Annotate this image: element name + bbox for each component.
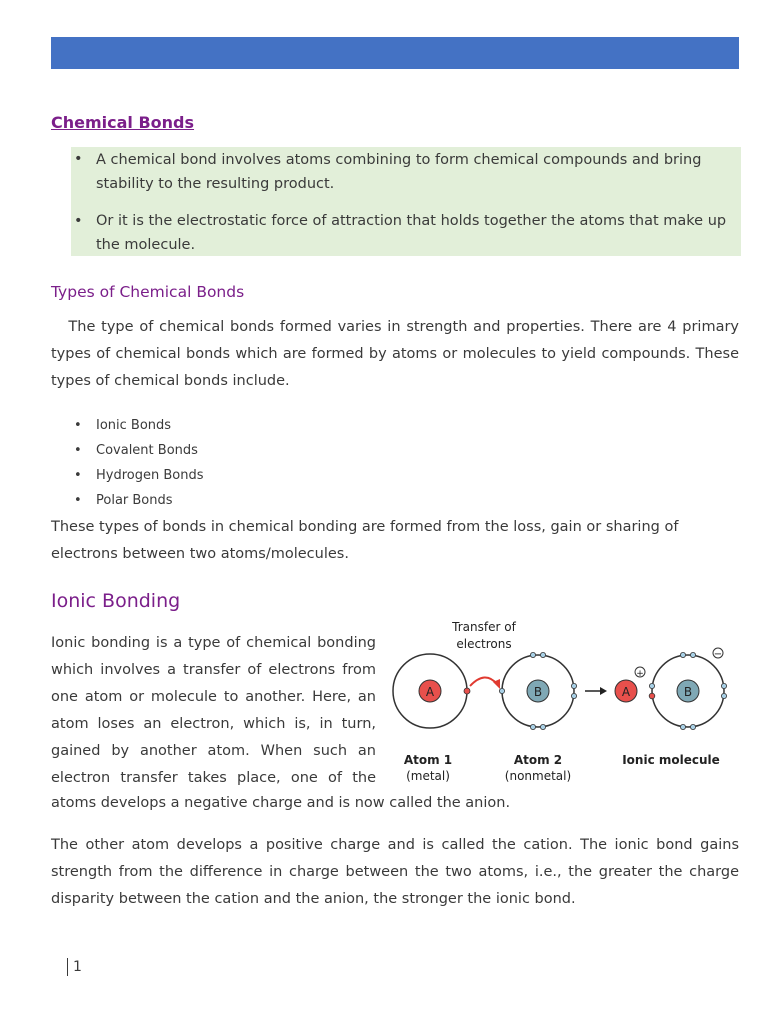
atom2-sub: (nonmetal) bbox=[504, 769, 572, 783]
list-item: • Covalent Bonds bbox=[51, 438, 204, 463]
ionic-text: Ionic bonding is a type of chemical bonding which involves a transfer of electrons from one atom or molecule to another. Here, an atom loses an electron, which is, in turn, gained by another atom. When such an electron transfer takes place, one of the bbox=[51, 635, 376, 786]
ionic-text-continued: atoms develops a negative charge and is now called the anion. bbox=[51, 795, 511, 811]
ionic-bond-diagram bbox=[385, 612, 739, 790]
atom2-label: Atom 2 bbox=[513, 753, 563, 767]
electron bbox=[690, 652, 695, 657]
electron bbox=[571, 683, 576, 688]
electron bbox=[690, 724, 695, 729]
definition-item: • Or it is the electrostatic force of attraction that holds together the atoms that make up the molecule. bbox=[51, 209, 737, 257]
types-intro bbox=[51, 314, 739, 395]
list-item: • Polar Bonds bbox=[51, 488, 204, 513]
transfer-arrow bbox=[470, 677, 497, 686]
types-outro: These types of bonds in chemical bonding are formed from the loss, gain or sharing of electrons between two atoms/molecules. bbox=[51, 519, 679, 562]
header-bar bbox=[51, 37, 739, 69]
electron bbox=[571, 693, 576, 698]
atom1-label: Atom 1 bbox=[403, 753, 453, 767]
transfer-electron bbox=[464, 688, 470, 694]
atom-b-label: B bbox=[533, 685, 543, 699]
electron bbox=[540, 652, 545, 657]
page-number: 1 bbox=[67, 958, 82, 976]
atom-a-label: A bbox=[425, 685, 435, 699]
atom1-sub: (metal) bbox=[406, 769, 450, 783]
types-list bbox=[51, 413, 204, 513]
transfer-label-line1: Transfer of bbox=[452, 620, 516, 634]
cation-label: A bbox=[621, 685, 631, 699]
electron bbox=[530, 652, 535, 657]
anion-label: B bbox=[683, 685, 693, 699]
electron bbox=[721, 693, 726, 698]
electron bbox=[721, 683, 726, 688]
transfer-label-line2: electrons bbox=[456, 637, 512, 651]
plus-sign: + bbox=[636, 669, 644, 679]
list-item: • Hydrogen Bonds bbox=[51, 463, 204, 488]
reaction-arrow-head bbox=[600, 687, 607, 695]
definition-item: • A chemical bond involves atoms combining to form chemical compounds and bring stability to the resulting product. bbox=[51, 147, 737, 196]
definition-list bbox=[51, 147, 737, 257]
electron bbox=[530, 724, 535, 729]
ionic-heading: Ionic Bonding bbox=[51, 590, 181, 612]
types-heading: Types of Chemical Bonds bbox=[51, 283, 245, 301]
electron bbox=[680, 724, 685, 729]
electron bbox=[680, 652, 685, 657]
electron bbox=[540, 724, 545, 729]
list-item: • Ionic Bonds bbox=[51, 413, 204, 438]
electron bbox=[649, 683, 654, 688]
section-title: Chemical Bonds bbox=[51, 113, 195, 132]
gained-electron bbox=[649, 693, 655, 699]
electron bbox=[499, 688, 504, 693]
minus-sign: − bbox=[713, 649, 723, 660]
types-intro-text: The type of chemical bonds formed varies in strength and properties. There are 4 primary types of chemical bonds which are formed by atoms or molecules to yield compounds. These types of chemical bonds include. bbox=[51, 319, 739, 389]
molecule-label: Ionic molecule bbox=[622, 753, 720, 767]
ionic-paragraph: The other atom develops a positive charge and is called the cation. The ionic bond gains strength from the difference in charge between the two atoms, i.e., the greater the charge disparity between the cation and the anion, the stronger the ionic bond. bbox=[51, 837, 739, 907]
